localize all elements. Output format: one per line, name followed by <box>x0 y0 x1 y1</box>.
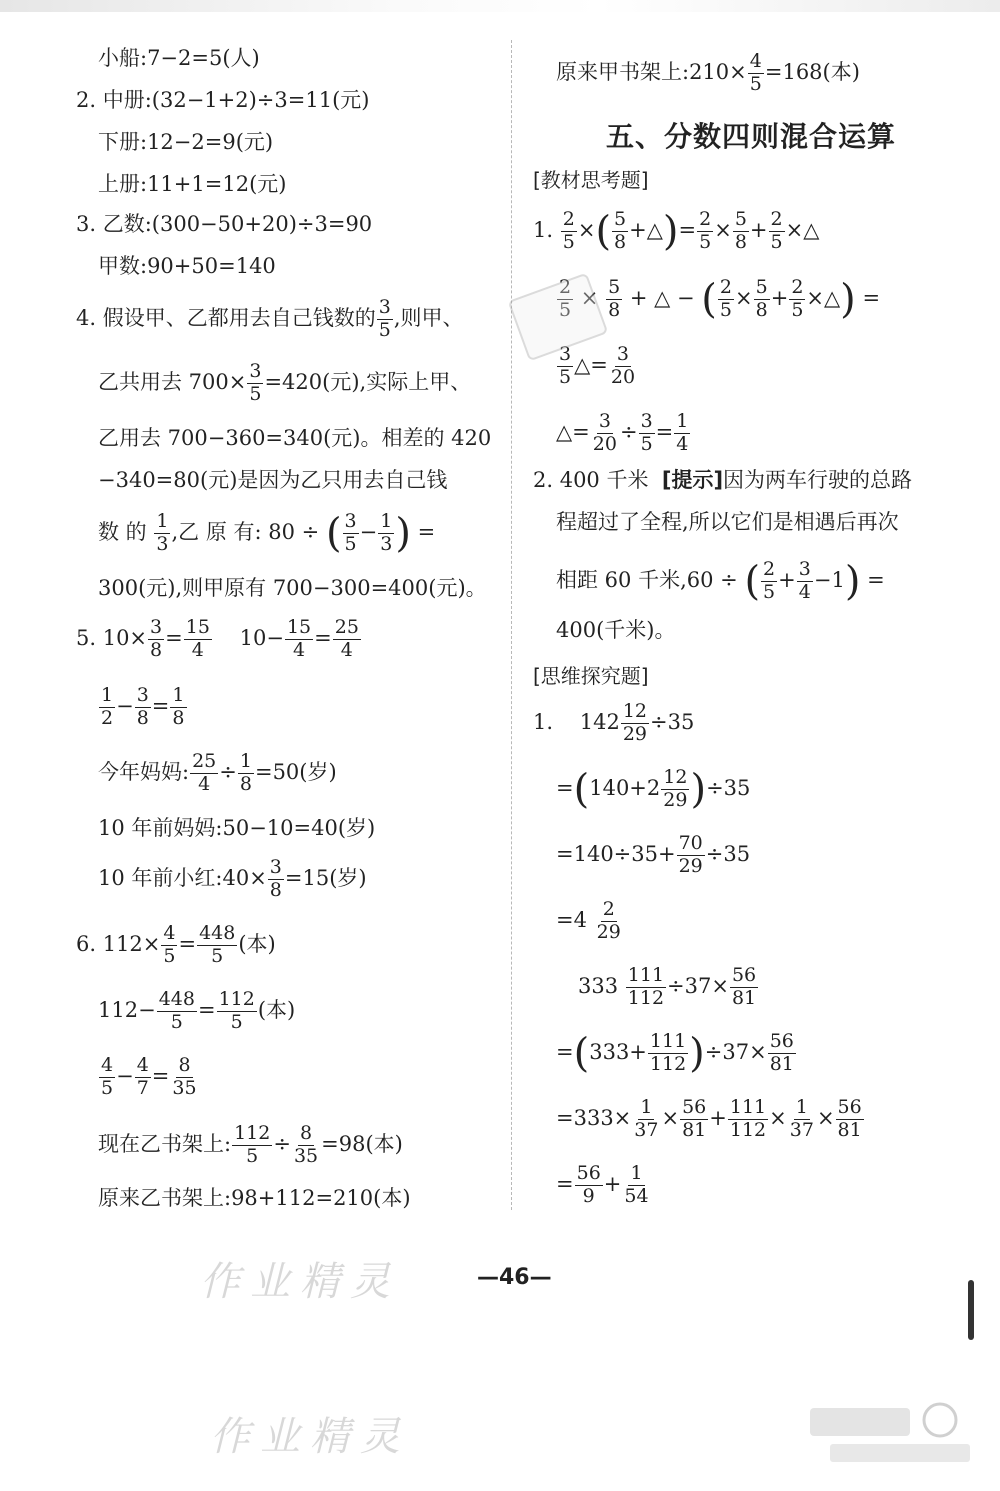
answer-line: 程超过了全程,所以它们是相遇后再次 <box>556 510 899 534</box>
text: = <box>314 625 332 650</box>
fraction: $\frac{4}{7}$ <box>136 1054 149 1099</box>
answer-line: $\frac{4}{5}$ − $\frac{4}{7}$ = $\frac{8}{35}$ <box>101 1054 197 1099</box>
answer-line <box>76 298 464 341</box>
fraction: $\frac{1}{3}$ <box>380 510 393 555</box>
answer-line: 上册:11+1=12(元) <box>98 172 287 196</box>
answer-line: 甲数:90+50=140 <box>98 254 276 278</box>
text: = <box>417 519 436 544</box>
section-label: [思维探究题] <box>533 664 649 688</box>
answer-line: 10 年前妈妈:50−10=40(岁) <box>98 816 376 840</box>
fraction: $\frac{15}{4}$ <box>185 616 210 661</box>
fraction: $\frac{4}{5}$ <box>749 50 762 95</box>
answer-line: $\frac{2}{5}$ × $\frac{5}{8}$ + △ − ( $\frac{2}{5}$ × $\frac{5}{8}$ + $\frac{2}{5}$ ×△) = <box>559 276 881 323</box>
answer-line: 112− $\frac{448}{5}$ = $\frac{112}{5}$ (本) <box>98 988 296 1033</box>
text: 4. 假设甲、乙都用去自己钱数的 <box>76 305 376 330</box>
fraction: $\frac{1}{3}$ <box>156 510 169 555</box>
fraction: $\frac{8}{35}$ <box>172 1054 197 1099</box>
answer-line: 300(元),则甲原有 700−300=400(元)。 <box>98 576 487 600</box>
answer-line: 10 年前小红:40× $\frac{3}{8}$ =15(岁) <box>98 856 367 901</box>
fraction: $\frac{3}{5}$ <box>249 360 262 405</box>
text: 数 的 <box>98 519 147 544</box>
section-title: 五、分数四则混合运算 <box>606 120 897 153</box>
answer-line: −340=80(元)是因为乙只用去自己钱 <box>98 468 448 492</box>
text: =420(元),实际上甲、 <box>264 369 472 394</box>
watermark: 作业精灵 <box>210 1414 410 1460</box>
text: ,则甲、 <box>393 305 464 330</box>
answer-line: 1. 142 $\frac{12}{29}$ ÷35 <box>533 700 695 745</box>
answer-line: =(140+2 $\frac{12}{29}$ )÷35 <box>556 766 751 813</box>
answer-line: 2. 中册:(32−1+2)÷3=11(元) <box>76 88 370 112</box>
answer-line: 原来乙书架上:98+112=210(本) <box>98 1186 411 1210</box>
fraction: $\frac{3}{8}$ <box>136 684 149 729</box>
fraction: $\frac{4}{5}$ <box>163 922 176 967</box>
fraction: $\frac{1}{8}$ <box>172 684 185 729</box>
fraction: $\frac{112}{5}$ <box>234 1122 271 1167</box>
fraction: $\frac{3}{8}$ <box>269 856 282 901</box>
answer-line: =333× $\frac{1}{37}$ × $\frac{56}{81}$ + $\frac{111}{112}$ × $\frac{1}{37}$ × $\frac{56}{81}$ <box>556 1096 862 1141</box>
answer-line: 1. $\frac{2}{5}$ ×( $\frac{5}{8}$ +△)= $\frac{2}{5}$ × $\frac{5}{8}$ + $\frac{2}{5}$ ×△ <box>533 208 820 255</box>
answer-line: $\frac{3}{5}$ △= $\frac{3}{20}$ <box>559 343 636 388</box>
text: = <box>165 625 183 650</box>
fraction: $\frac{448}{5}$ <box>158 988 195 1033</box>
answer-line: 下册:12−2=9(元) <box>98 130 274 154</box>
section-label: [教材思考题] <box>533 168 649 192</box>
answer-line: $\frac{1}{2}$ − $\frac{3}{8}$ = $\frac{1}{8}$ <box>101 684 185 729</box>
text: 10− <box>239 625 284 650</box>
top-header-strip <box>0 0 1000 12</box>
fraction: $\frac{112}{5}$ <box>218 988 255 1033</box>
fraction: $\frac{15}{4}$ <box>286 616 312 661</box>
fraction: $\frac{448}{5}$ <box>199 922 236 967</box>
fraction: $\frac{25}{4}$ <box>192 750 217 795</box>
answer-line: 3. 乙数:(300−50+20)÷3=90 <box>76 212 373 236</box>
hint-label: [提示] <box>661 468 724 492</box>
answer-line: 6. 112× $\frac{4}{5}$ = $\frac{448}{5}$ (本) <box>76 922 276 967</box>
fraction: $\frac{3}{5}$ <box>344 510 357 555</box>
answer-line: 小船:7−2=5(人) <box>98 46 260 70</box>
edge-mark <box>968 1280 974 1340</box>
answer-line: =140÷35+ $\frac{70}{29}$ ÷35 <box>556 832 751 877</box>
text: ,乙 原 有: 80 ÷ <box>171 519 320 544</box>
column-divider <box>511 40 513 1210</box>
fraction: $\frac{3}{5}$ <box>378 296 391 341</box>
answer-line: 现在乙书架上: $\frac{112}{5}$ ÷ $\frac{8}{35}$ =98(本) <box>98 1122 403 1167</box>
answer-line: 333 $\frac{111}{112}$ ÷37× $\frac{56}{81}$ <box>578 964 757 1009</box>
site-logo-icon <box>790 1400 980 1470</box>
answer-line: 今年妈妈: $\frac{25}{4}$ ÷ $\frac{1}{8}$ =50(岁) <box>98 750 337 795</box>
watermark: 作业精灵 <box>200 1259 400 1305</box>
answer-line <box>98 362 471 405</box>
answer-line: 原来甲书架上:210× $\frac{4}{5}$ =168(本) <box>556 50 860 95</box>
fraction: $\frac{25}{4}$ <box>334 616 359 661</box>
answer-line: 400(千米)。 <box>556 618 676 642</box>
answer-line <box>76 618 362 661</box>
answer-line: △= $\frac{3}{20}$ ÷ $\frac{3}{5}$ = $\frac{1}{4}$ <box>556 410 689 455</box>
fraction: $\frac{1}{2}$ <box>101 684 114 729</box>
answer-line: 数 的 $\frac{1}{3}$ ,乙 原 有: 80 ÷ ( $\frac{3}{5}$ − $\frac{1}{3}$ ) = <box>98 510 436 557</box>
page-number: —46— <box>477 1265 552 1290</box>
answer-line: =(333+ $\frac{111}{112}$ )÷37× $\frac{56}{81}$ <box>556 1030 794 1077</box>
fraction: $\frac{8}{35}$ <box>293 1122 319 1167</box>
fraction: $\frac{3}{8}$ <box>150 616 163 661</box>
text: 乙共用去 700× <box>98 369 247 394</box>
answer-line: 乙用去 700−360=340(元)。相差的 420 <box>98 426 492 450</box>
fraction: $\frac{1}{8}$ <box>239 750 252 795</box>
answer-line: 2. 400 千米 [提示]因为两车行驶的总路 <box>533 468 913 492</box>
answer-line: 相距 60 千米,60 ÷ ( $\frac{2}{5}$ + $\frac{3}{4}$ −1) = <box>556 558 885 605</box>
answer-line: = $\frac{56}{9}$ + $\frac{1}{54}$ <box>556 1162 649 1207</box>
fraction: $\frac{4}{5}$ <box>101 1054 114 1099</box>
text: 5. 10× <box>76 625 148 650</box>
answer-line: =4 $\frac{2}{29}$ <box>556 898 621 943</box>
